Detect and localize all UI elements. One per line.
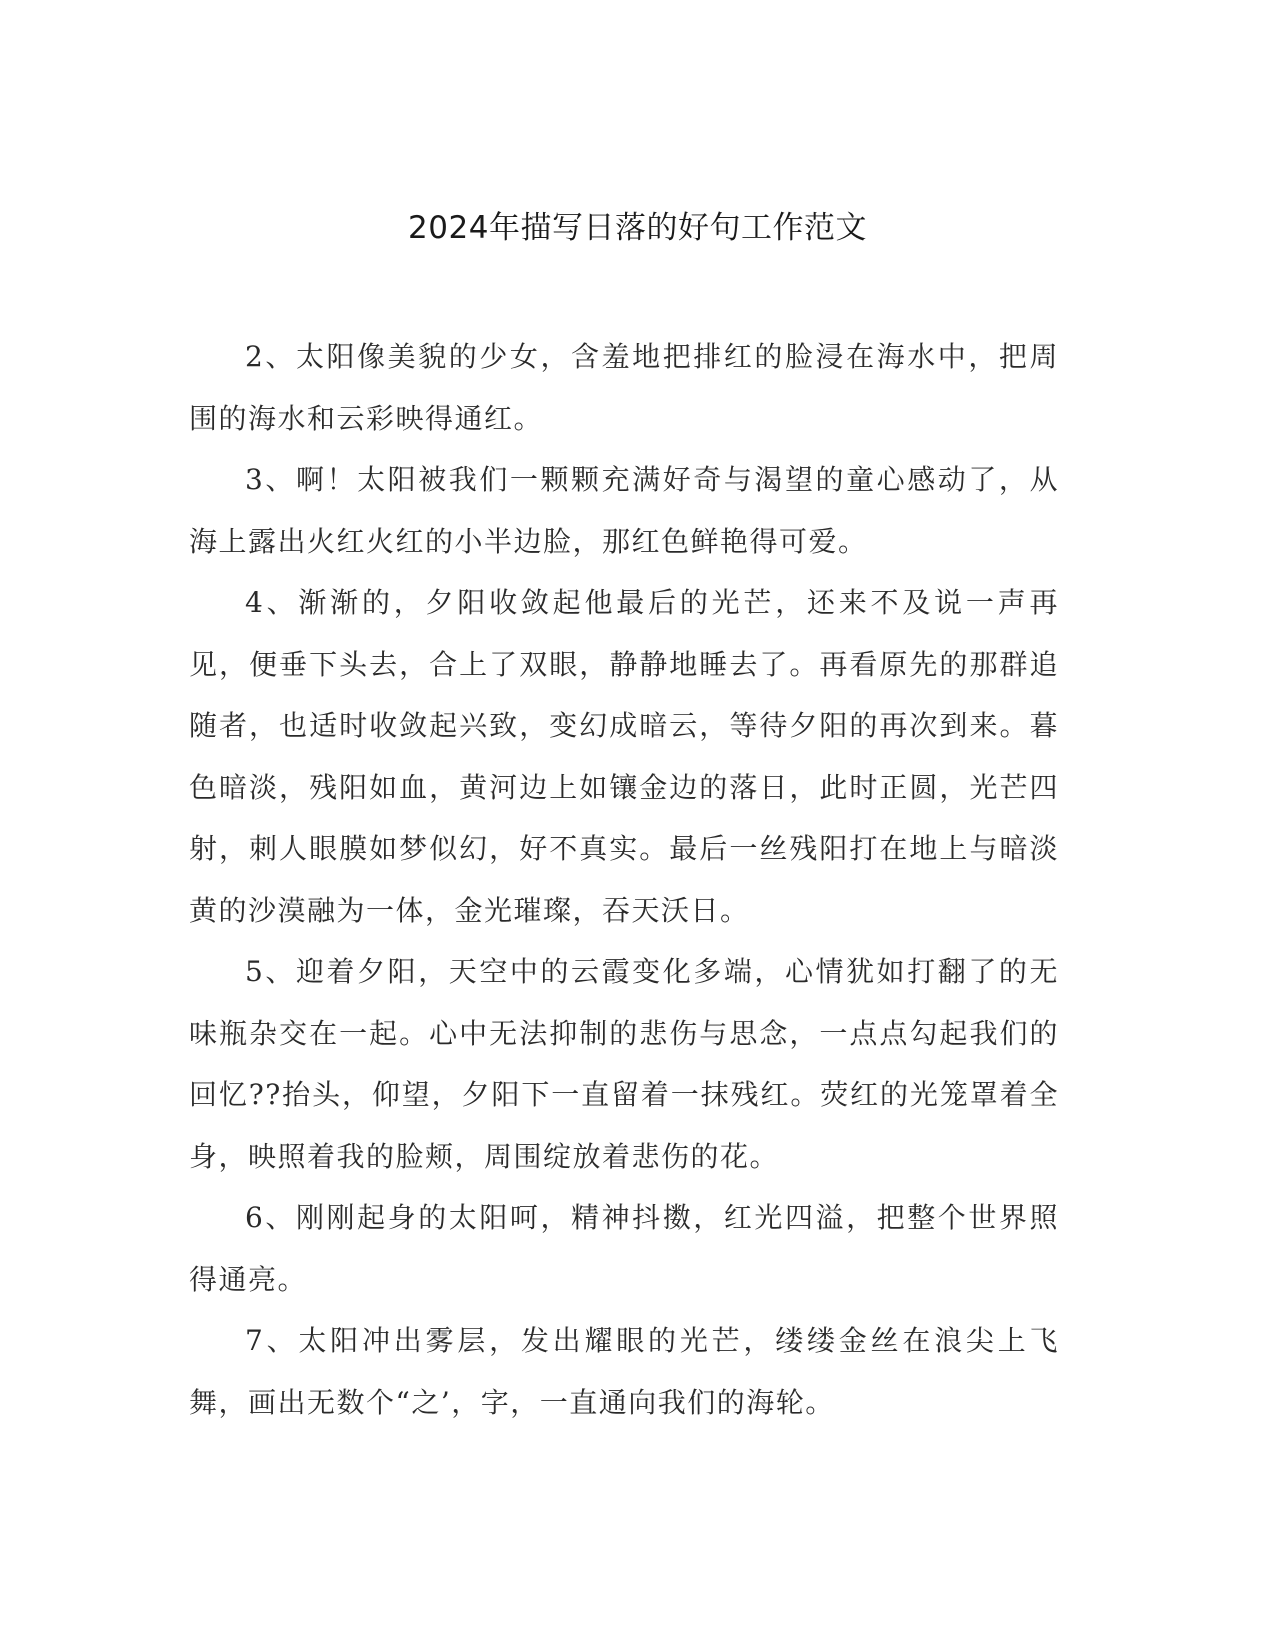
paragraph-item-6: 6、刚刚起身的太阳呵，精神抖擞，红光四溢，把整个世界照得通亮。 xyxy=(189,1201,1059,1296)
paragraph-item-2: 2、太阳像美貌的少女，含羞地把排红的脸浸在海水中，把周围的海水和云彩映得通红。 xyxy=(189,340,1059,435)
document-body xyxy=(189,326,1059,1433)
paragraph-item-7: 7、太阳冲出雾层，发出耀眼的光芒，缕缕金丝在浪尖上飞舞，画出无数个“之’，字，一直通向我们的海轮。 xyxy=(189,1324,1059,1419)
document-title: 2024年描写日落的好句工作范文 xyxy=(408,210,867,246)
paragraph-item-5: 5、迎着夕阳，天空中的云霞变化多端，心情犹如打翻了的无味瓶杂交在一起。心中无法抑制的悲伤与思念，一点点勾起我们的回忆??抬头，仰望，夕阳下一直留着一抹残红。荧红的光笼罩着全身，映照着我的脸颊，周围绽放着悲伤的花。 xyxy=(189,955,1059,1173)
paragraph-item-3: 3、啊！太阳被我们一颗颗充满好奇与渴望的童心感动了，从海上露出火红火红的小半边脸，那红色鲜艳得可爱。 xyxy=(189,463,1059,558)
paragraph-item-4: 4、渐渐的，夕阳收敛起他最后的光芒，还来不及说一声再见，便垂下头去，合上了双眼，静静地睡去了。再看原先的那群追随者，也适时收敛起兴致，变幻成暗云，等待夕阳的再次到来。暮色暗淡，残阳如血，黄河边上如镶金边的落日，此时正圆，光芒四射，刺人眼膜如梦似幻，好不真实。最后一丝残阳打在地上与暗淡黄的沙漠融为一体，金光璀璨，吞天沃日。 xyxy=(189,586,1059,927)
